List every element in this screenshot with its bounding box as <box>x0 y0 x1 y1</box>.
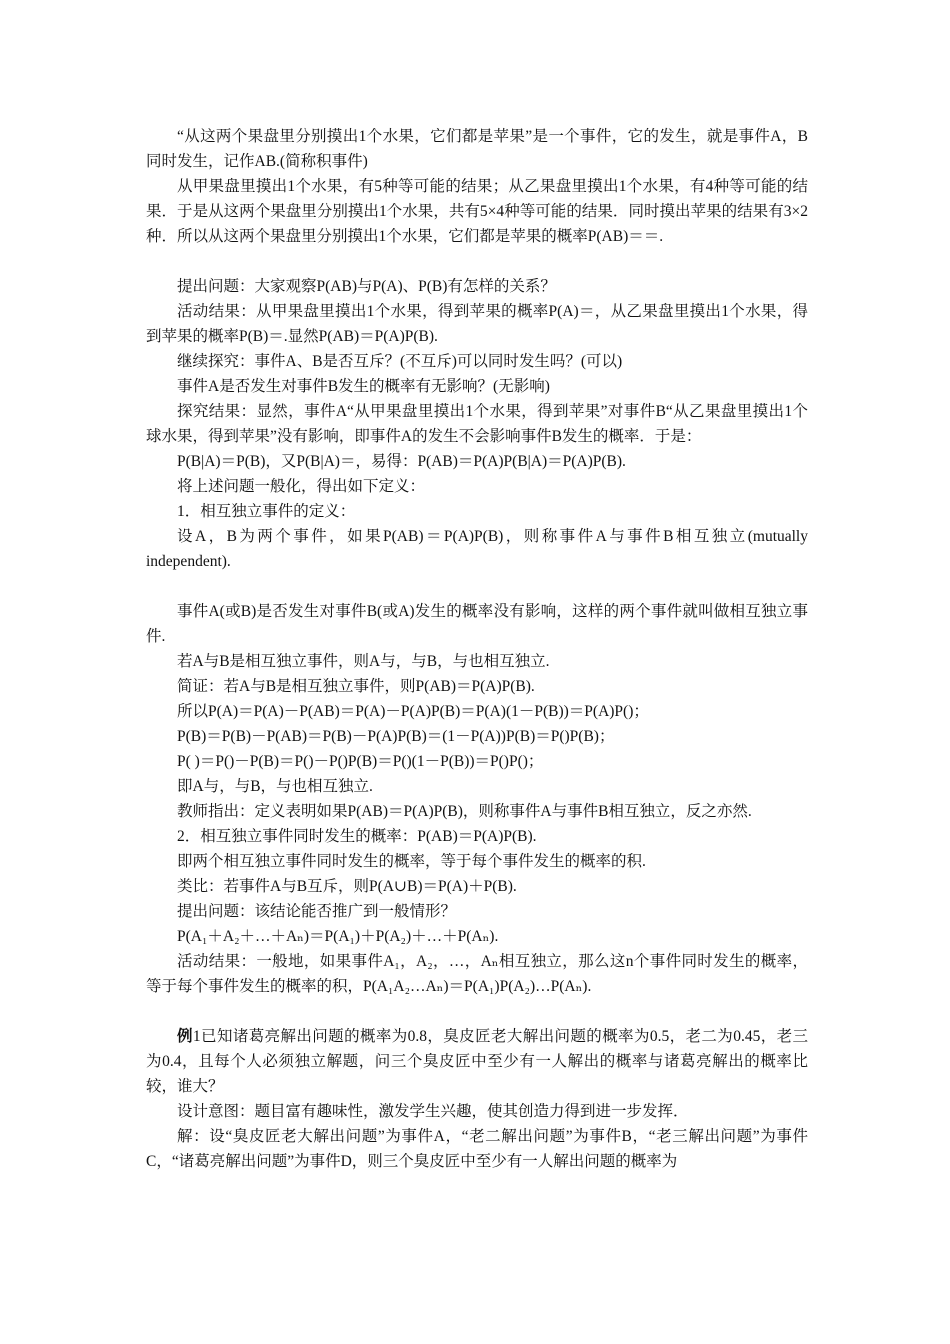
spacer <box>146 249 808 274</box>
paragraph-influence-question: 事件A是否发生对事件B发生的概率有无影响？(无影响) <box>177 378 550 395</box>
example-1 <box>146 1024 808 1099</box>
paragraph-generalize-question: 提出问题：该结论能否推广到一般情形？ <box>177 903 457 920</box>
paragraph-conclusion: 即A与，与B，与也相互独立. <box>177 778 373 795</box>
example-label: 例 <box>177 1028 193 1045</box>
paragraph-analogy: 类比：若事件A与B互斥，则P(A∪B)＝P(A)＋P(B). <box>177 878 517 895</box>
paragraph-definition: 设A，B为两个事件，如果P(AB)＝P(A)P(B)，则称事件A与事件B相互独立(mutually independent). <box>146 528 808 570</box>
paragraph-activity-result: 活动结果：从甲果盘里摸出1个水果，得到苹果的概率P(A)＝，从乙果盘里摸出1个水果，得到苹果的概率P(B)＝.显然P(AB)＝P(A)P(B). <box>146 303 808 345</box>
paragraph-fruit-outcomes: 从甲果盘里摸出1个水果，有5种等可能的结果；从乙果盘里摸出1个水果，有4种等可能的结果．于是从这两个果盘里分别摸出1个水果，共有5×4种等可能的结果．同时摸出苹果的结果有3×2种．所以从这两个果盘里分别摸出1个水果，它们都是苹果的概率P(AB)＝＝. <box>146 178 808 245</box>
paragraph-product-event: “从这两个果盘里分别摸出1个水果，它们都是苹果”是一个事件，它的发生，就是事件A，B同时发生，记作AB.(简称积事件) <box>146 128 808 170</box>
paragraph-teacher-note: 教师指出：定义表明如果P(AB)＝P(A)P(B)，则称事件A与事件B相互独立，反之亦然. <box>177 803 752 820</box>
formula-proof-2: P(B)＝P(B)－P(AB)＝P(B)－P(A)P(B)＝(1－P(A))P(B)＝P()P(B)； <box>177 728 615 745</box>
spacer <box>146 574 808 599</box>
heading-definition: 1．相互独立事件的定义： <box>177 503 356 520</box>
heading-joint-probability: 2．相互独立事件同时发生的概率：P(AB)＝P(A)P(B). <box>177 828 537 845</box>
paragraph-inquiry-result: 探究结果：显然，事件A“从甲果盘里摸出1个水果，得到苹果”对事件B“从乙果盘里摸出1个球水果，得到苹果”没有影响，即事件A的发生不会影响事件B发生的概率．于是： <box>146 403 808 445</box>
example-text: 1已知诸葛亮解出问题的概率为0.8，臭皮匠老大解出问题的概率为0.5，老二为0.45，老三为0.4，且每个人必须独立解题，问三个臭皮匠中至少有一人解出的概率与诸葛亮解出的概率比较，谁大？ <box>146 1028 808 1095</box>
paragraph-brief-proof: 简证：若A与B是相互独立事件，则P(AB)＝P(A)P(B). <box>177 678 535 695</box>
paragraph-design-intent: 设计意图：题目富有趣味性，激发学生兴趣，使其创造力得到进一步发挥． <box>177 1103 689 1120</box>
formula-proof-1: 所以P(A)＝P(A)－P(AB)＝P(A)－P(A)P(B)＝P(A)(1－P(B))＝P(A)P()； <box>177 703 649 720</box>
document-body <box>146 124 808 1174</box>
formula-sum: P(A₁＋A₂＋…＋Aₙ)＝P(A₁)＋P(A₂)＋…＋P(Aₙ). <box>177 928 499 945</box>
paragraph-joint-probability: 即两个相互独立事件同时发生的概率，等于每个事件发生的概率的积. <box>177 853 646 870</box>
paragraph-generalize: 将上述问题一般化，得出如下定义： <box>177 478 426 495</box>
paragraph-further-inquiry: 继续探究：事件A、B是否互斥？(不互斥)可以同时发生吗？(可以) <box>177 353 623 370</box>
paragraph-solution: 解：设“臭皮匠老大解出问题”为事件A，“老二解出问题”为事件B，“老三解出问题”为事件C，“诸葛亮解出问题”为事件D，则三个臭皮匠中至少有一人解出问题的概率为 <box>146 1128 808 1170</box>
formula-proof-3: P( )＝P()－P(B)＝P()－P()P(B)＝P()(1－P(B))＝P()P()； <box>177 753 544 770</box>
paragraph-question-relationship: 提出问题：大家观察P(AB)与P(A)、P(B)有怎样的关系？ <box>177 278 556 295</box>
paragraph-general-result: 活动结果：一般地，如果事件A₁，A₂，…，Aₙ相互独立，那么这n个事件同时发生的概率，等于每个事件发生的概率的积，P(A₁A₂…Aₙ)＝P(A₁)P(A₂)…P(Aₙ). <box>146 953 808 995</box>
spacer <box>146 999 808 1024</box>
paragraph-independent-meaning: 事件A(或B)是否发生对事件B(或A)发生的概率没有影响，这样的两个事件就叫做相互独立事件. <box>146 603 808 645</box>
paragraph-complements: 若A与B是相互独立事件，则A与，与B，与也相互独立. <box>177 653 550 670</box>
formula-conditional: P(B|A)＝P(B)，又P(B|A)＝，易得：P(AB)＝P(A)P(B|A)＝P(A)P(B). <box>177 453 626 470</box>
